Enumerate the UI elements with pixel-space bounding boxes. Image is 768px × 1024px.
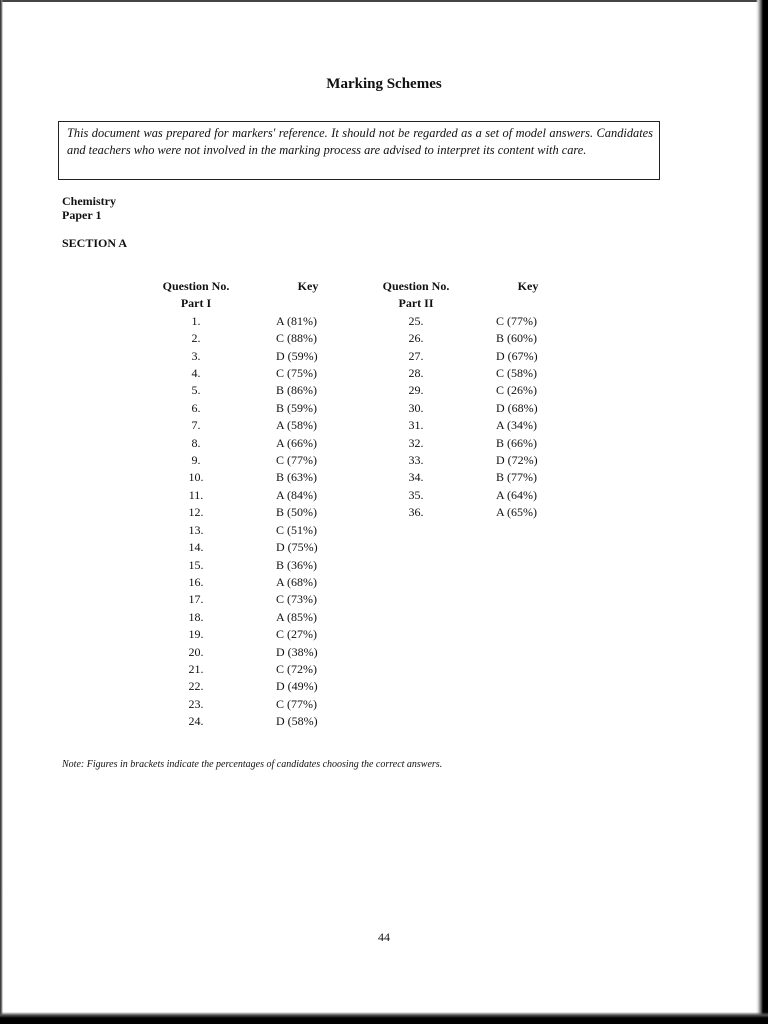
part2-header: Part II (398, 296, 434, 311)
scan-edge-right (756, 0, 768, 1024)
answer-key: B (50%) (276, 505, 317, 520)
answer-key: C (72%) (276, 661, 317, 676)
answer-key: D (75%) (276, 540, 318, 555)
question-column-part1 (150, 278, 242, 731)
spacer-row (276, 295, 340, 312)
answer-key: D (38%) (276, 644, 318, 659)
answer-key: C (26%) (496, 383, 537, 398)
question-number: 1. (191, 313, 201, 328)
question-number: 36. (408, 505, 424, 520)
question-number: 31. (408, 418, 424, 433)
answer-key: A (66%) (276, 435, 317, 450)
question-number: 26. (408, 331, 424, 346)
answer-key: B (36%) (276, 557, 317, 572)
question-number: 24. (188, 714, 204, 729)
section-heading: SECTION A (62, 236, 128, 250)
question-number: 14. (188, 540, 204, 555)
answer-key: D (59%) (276, 348, 318, 363)
disclaimer-box: This document was prepared for markers' reference. It should not be regarded as a set of model answers. Candidates and teachers who were not involved in the marking process are advised to interpret its content with care. (58, 121, 660, 180)
answer-key: C (77%) (496, 313, 537, 328)
answer-key: C (75%) (276, 366, 317, 381)
question-number: 33. (408, 453, 424, 468)
question-number: 21. (188, 661, 204, 676)
answer-key: A (84%) (276, 487, 317, 502)
answer-key: D (72%) (496, 453, 538, 468)
question-number: 17. (188, 592, 204, 607)
question-number: 22. (188, 679, 204, 694)
question-no-header: Question No. (162, 279, 230, 293)
question-number: 7. (191, 418, 201, 433)
answer-key: C (88%) (276, 331, 317, 346)
question-number: 19. (188, 627, 204, 642)
question-number: 30. (408, 400, 424, 415)
scan-edge-bottom (0, 1012, 768, 1024)
question-number: 3. (191, 348, 201, 363)
answer-key: D (67%) (496, 348, 538, 363)
question-number: 13. (188, 522, 204, 537)
question-number: 4. (191, 366, 201, 381)
question-number: 12. (188, 505, 204, 520)
question-number: 25. (408, 313, 424, 328)
answer-key: B (63%) (276, 470, 317, 485)
scan-edge-left (0, 0, 3, 1024)
answer-key: C (77%) (276, 696, 317, 711)
question-number: 29. (408, 383, 424, 398)
footnote: Note: Figures in brackets indicate the percentages of candidates choosing the correct answers. (62, 759, 443, 770)
answer-key: A (85%) (276, 609, 317, 624)
question-number: 32. (408, 435, 424, 450)
part1-header: Part I (180, 296, 212, 311)
answer-key: B (59%) (276, 400, 317, 415)
page-number: 44 (378, 930, 390, 944)
question-column-part2 (370, 278, 462, 522)
question-number: 10. (188, 470, 204, 485)
question-number: 16. (188, 574, 204, 589)
question-number: 2. (191, 331, 201, 346)
key-list-part1 (276, 313, 340, 731)
answer-key: A (81%) (276, 313, 317, 328)
paper-heading: Paper 1 (62, 208, 102, 222)
answer-key: D (49%) (276, 679, 318, 694)
scan-edge-top (0, 0, 768, 2)
question-number: 15. (188, 557, 204, 572)
key-list-part2 (496, 313, 560, 522)
answer-key: C (77%) (276, 453, 317, 468)
answer-key: B (60%) (496, 331, 537, 346)
question-number: 23. (188, 696, 204, 711)
answer-key: B (77%) (496, 470, 537, 485)
question-number: 27. (408, 348, 424, 363)
question-list-part2 (370, 313, 462, 522)
answer-key: A (68%) (276, 574, 317, 589)
question-no-header: Question No. (382, 279, 450, 293)
question-list-part1 (150, 313, 242, 731)
answer-key: C (27%) (276, 627, 317, 642)
answer-key: A (34%) (496, 418, 537, 433)
question-number: 28. (408, 366, 424, 381)
question-number: 18. (188, 609, 204, 624)
spacer-row (496, 295, 560, 312)
question-number: 11. (188, 487, 204, 502)
answer-key: D (58%) (276, 714, 318, 729)
question-number: 20. (188, 644, 204, 659)
answer-key: A (65%) (496, 505, 537, 520)
key-column-part1 (276, 278, 340, 731)
key-header: Key (297, 279, 319, 293)
answer-key: C (51%) (276, 522, 317, 537)
answer-key: C (73%) (276, 592, 317, 607)
question-number: 8. (191, 435, 201, 450)
subject-heading: Chemistry (62, 194, 116, 208)
question-number: 6. (191, 400, 201, 415)
question-number: 9. (191, 453, 201, 468)
answer-key: D (68%) (496, 400, 538, 415)
question-number: 34. (408, 470, 424, 485)
key-header: Key (517, 279, 539, 293)
answer-key: B (66%) (496, 435, 537, 450)
question-number: 5. (191, 383, 201, 398)
answer-key: A (64%) (496, 487, 537, 502)
key-column-part2 (496, 278, 560, 522)
document-title: Marking Schemes (326, 76, 442, 92)
answer-key: B (86%) (276, 383, 317, 398)
answer-key: C (58%) (496, 366, 537, 381)
question-number: 35. (408, 487, 424, 502)
answer-key: A (58%) (276, 418, 317, 433)
